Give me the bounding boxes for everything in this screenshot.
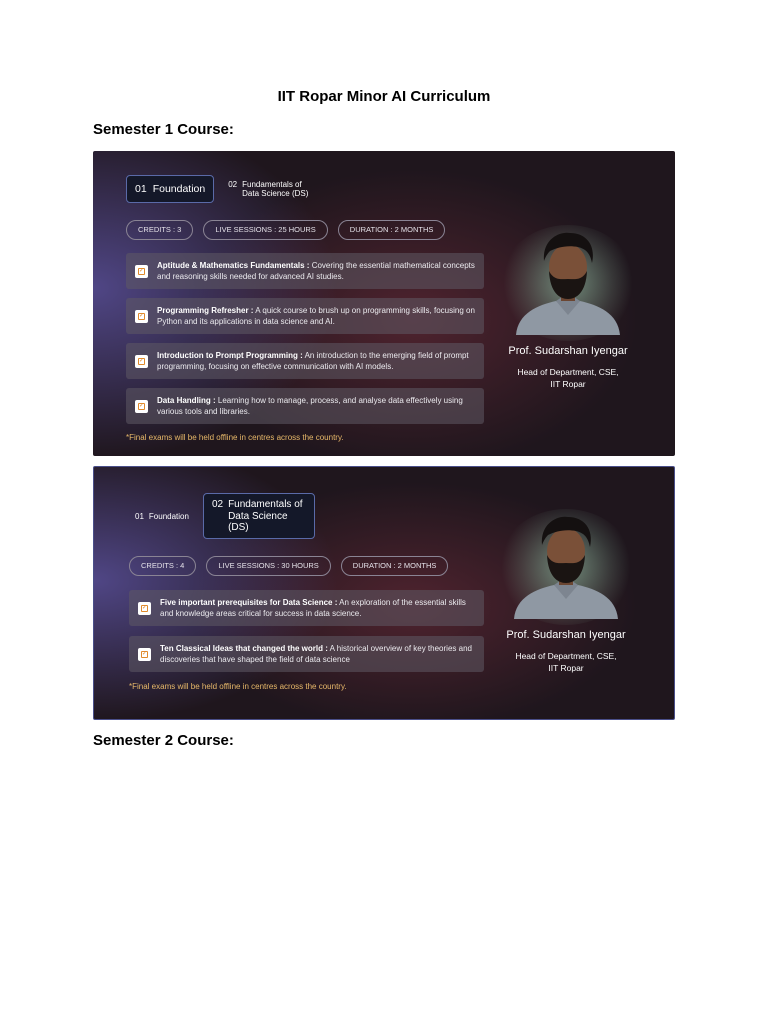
module-text: Aptitude & Mathematics Fundamentals : Covering the essential mathematical concepts and reasoning skills needed for advanced AI studies. xyxy=(157,261,475,281)
checklist-icon: ✓ xyxy=(138,602,151,615)
tab-label: Fundamentals of Data Science (DS) xyxy=(242,180,309,198)
checklist-icon: ✓ xyxy=(135,400,148,413)
tab-data-science[interactable] xyxy=(228,180,314,198)
duration-pill: DURATION : 2 MONTHS xyxy=(338,220,446,240)
live-sessions-pill: LIVE SESSIONS : 25 HOURS xyxy=(203,220,327,240)
professor-photo xyxy=(508,231,628,335)
tab-label: Foundation xyxy=(148,511,189,521)
document-title: IIT Ropar Minor AI Curriculum xyxy=(277,88,491,105)
module-item xyxy=(129,636,484,672)
course-tabs xyxy=(126,175,314,203)
module-item xyxy=(126,253,484,289)
tab-foundation[interactable] xyxy=(126,175,214,203)
module-text: Data Handling : Learning how to manage, process, and analyse data effectively using various tools and libraries. xyxy=(157,396,463,416)
module-item xyxy=(129,590,484,626)
tab-label: Foundation xyxy=(152,183,206,195)
professor-name: Prof. Sudarshan Iyengar xyxy=(506,629,626,641)
tab-number: 01 xyxy=(135,511,144,521)
tab-number: 02 xyxy=(228,180,238,189)
module-item xyxy=(126,298,484,334)
professor-role: Head of Department, CSE, IIT Ropar xyxy=(517,367,619,389)
professor-name: Prof. Sudarshan Iyengar xyxy=(508,345,628,357)
module-item xyxy=(126,343,484,379)
semester-2-heading: Semester 2 Course: xyxy=(93,732,234,749)
tab-number: 01 xyxy=(135,183,147,195)
exam-footnote: *Final exams will be held offline in centres across the country. xyxy=(126,433,344,442)
course-stats xyxy=(126,220,445,240)
checklist-icon: ✓ xyxy=(135,355,148,368)
tab-data-science[interactable] xyxy=(203,493,315,539)
module-text: Five important prerequisites for Data Science : An exploration of the essential skills and knowledge areas critical for success in data science. xyxy=(160,598,466,618)
module-list xyxy=(129,590,484,681)
duration-pill: DURATION : 2 MONTHS xyxy=(341,556,449,576)
module-text: Ten Classical Ideas that changed the world : A historical overview of key theories and discoveries that have shaped the field of data science xyxy=(160,644,472,664)
module-list xyxy=(126,253,484,433)
tab-label: Fundamentals of Data Science (DS) xyxy=(228,499,303,533)
professor-photo xyxy=(506,515,626,619)
professor-panel xyxy=(481,515,651,674)
semester-1-heading: Semester 1 Course: xyxy=(93,121,234,138)
credits-pill: CREDITS : 3 xyxy=(126,220,193,240)
live-sessions-pill: LIVE SESSIONS : 30 HOURS xyxy=(206,556,330,576)
checklist-icon: ✓ xyxy=(138,648,151,661)
exam-footnote: *Final exams will be held offline in centres across the country. xyxy=(129,682,347,691)
module-text: Introduction to Prompt Programming : An introduction to the emerging field of prompt programming, focusing on effective communication with AI models. xyxy=(157,351,469,371)
course-stats xyxy=(129,556,448,576)
course-tabs xyxy=(135,493,315,539)
professor-panel xyxy=(483,231,653,390)
semester-1-course-card xyxy=(93,151,675,456)
module-item xyxy=(126,388,484,424)
checklist-icon: ✓ xyxy=(135,265,148,278)
module-text: Programming Refresher : A quick course to brush up on programming skills, focusing on Python and its applications in data science and AI. xyxy=(157,306,475,326)
checklist-icon: ✓ xyxy=(135,310,148,323)
semester-1-course-card-ds xyxy=(93,466,675,720)
tab-foundation[interactable] xyxy=(135,512,189,521)
tab-number: 02 xyxy=(211,499,224,510)
professor-role: Head of Department, CSE, IIT Ropar xyxy=(515,651,617,673)
credits-pill: CREDITS : 4 xyxy=(129,556,196,576)
